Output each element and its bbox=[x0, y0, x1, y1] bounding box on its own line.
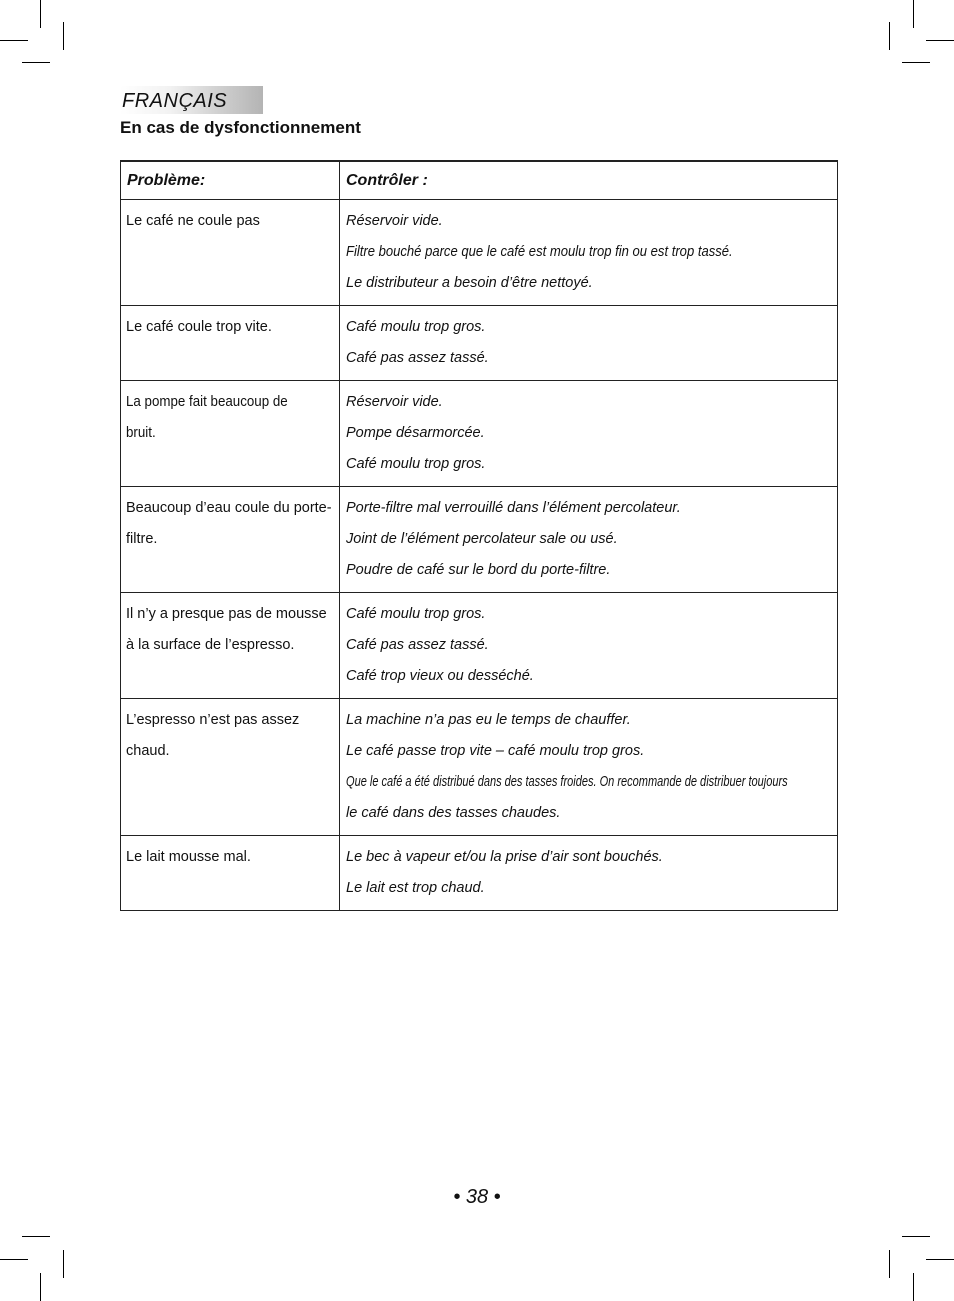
crop-mark bbox=[22, 62, 50, 63]
crop-mark bbox=[40, 1273, 41, 1301]
check-item: Réservoir vide. bbox=[346, 393, 443, 410]
problem-cell: Le café coule trop vite. bbox=[121, 305, 340, 380]
check-item: Café trop vieux ou desséché. bbox=[346, 667, 534, 684]
check-item: Le bec à vapeur et/ou la prise d’air sont bouchés. bbox=[346, 848, 663, 865]
check-item: Porte-filtre mal verrouillé dans l’élément percolateur. bbox=[346, 499, 681, 516]
crop-mark bbox=[63, 22, 64, 50]
column-header-check: Contrôler : bbox=[340, 161, 838, 199]
crop-mark bbox=[902, 1236, 930, 1237]
check-item-text: Que le café a été distribué dans des tasses froides. On recommande de distribuer toujours bbox=[346, 773, 788, 790]
check-item-text: Filtre bouché parce que le café est moulu trop fin ou est trop tassé. bbox=[346, 243, 733, 260]
language-tab bbox=[120, 86, 263, 114]
check-item bbox=[346, 767, 833, 798]
crop-mark bbox=[889, 22, 890, 50]
crop-mark bbox=[913, 0, 914, 28]
check-item: Pompe désarmorcée. bbox=[346, 424, 485, 441]
problem-cell: Beaucoup d’eau coule du porte-filtre. bbox=[121, 486, 340, 592]
table-row bbox=[121, 698, 838, 835]
check-item: Le café passe trop vite – café moulu trop gros. bbox=[346, 742, 645, 759]
check-item: Café pas assez tassé. bbox=[346, 636, 489, 653]
problem-cell: Il n’y a presque pas de mousse à la surface de l’espresso. bbox=[121, 592, 340, 698]
problem-cell bbox=[121, 380, 340, 486]
crop-mark bbox=[0, 1259, 28, 1260]
problem-cell: L’espresso n’est pas assez chaud. bbox=[121, 698, 340, 835]
check-item: Le lait est trop chaud. bbox=[346, 879, 485, 896]
check-item: Café moulu trop gros. bbox=[346, 318, 486, 335]
check-item: Poudre de café sur le bord du porte-filtre. bbox=[346, 561, 611, 578]
crop-mark bbox=[926, 1259, 954, 1260]
problem-cell: Le lait mousse mal. bbox=[121, 835, 340, 910]
check-cell bbox=[340, 380, 838, 486]
crop-mark bbox=[926, 40, 954, 41]
check-item: Café moulu trop gros. bbox=[346, 455, 486, 472]
section-title: En cas de dysfonctionnement bbox=[120, 118, 361, 137]
crop-mark bbox=[22, 1236, 50, 1237]
check-item: Joint de l’élément percolateur sale ou usé. bbox=[346, 530, 618, 547]
crop-mark bbox=[63, 1250, 64, 1278]
check-item: le café dans des tasses chaudes. bbox=[346, 804, 561, 821]
check-cell bbox=[340, 835, 838, 910]
table-row bbox=[121, 305, 838, 380]
language-label: FRANÇAIS bbox=[122, 90, 228, 112]
check-item: Café pas assez tassé. bbox=[346, 349, 489, 366]
column-header-problem: Problème: bbox=[121, 161, 340, 199]
check-item: Le distributeur a besoin d’être nettoyé. bbox=[346, 274, 593, 291]
crop-mark bbox=[0, 40, 28, 41]
table-row bbox=[121, 380, 838, 486]
crop-mark bbox=[40, 0, 41, 28]
crop-mark bbox=[913, 1273, 914, 1301]
check-item: La machine n’a pas eu le temps de chauffer. bbox=[346, 711, 631, 728]
check-cell bbox=[340, 305, 838, 380]
problem-cell: Le café ne coule pas bbox=[121, 199, 340, 305]
table-header-row bbox=[121, 161, 838, 199]
check-cell bbox=[340, 698, 838, 835]
check-item bbox=[346, 237, 833, 268]
table-row bbox=[121, 592, 838, 698]
table-row bbox=[121, 835, 838, 910]
crop-mark bbox=[889, 1250, 890, 1278]
troubleshooting-table bbox=[120, 160, 838, 911]
problem-text: La pompe fait beaucoup de bruit. bbox=[126, 393, 288, 441]
check-cell bbox=[340, 592, 838, 698]
table-row bbox=[121, 199, 838, 305]
check-item: Café moulu trop gros. bbox=[346, 605, 486, 622]
check-item: Réservoir vide. bbox=[346, 212, 443, 229]
check-cell bbox=[340, 199, 838, 305]
page-number: • 38 • bbox=[453, 1186, 501, 1208]
crop-mark bbox=[902, 62, 930, 63]
check-cell bbox=[340, 486, 838, 592]
table-row bbox=[121, 486, 838, 592]
